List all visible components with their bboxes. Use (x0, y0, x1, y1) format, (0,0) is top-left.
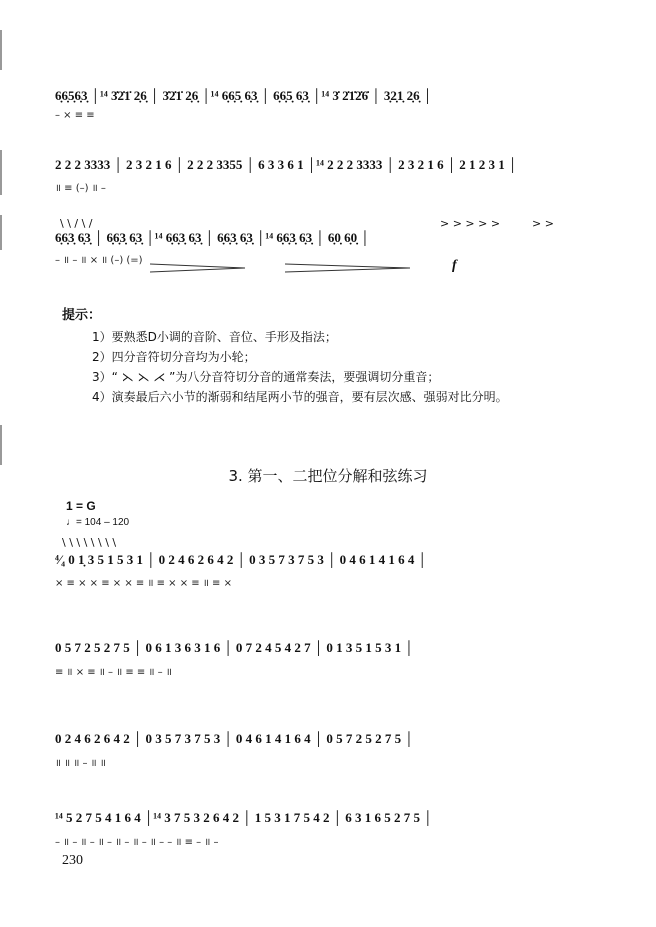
notation-line-1: 6̣6̣5̣6̣3̣ │¹⁴ 3̇2̇1̇ 2̣6̣ │ 3̇2̇1̇ 2̣6̣ │¹⁴ 6̣6̣5̣ 6̣3̣ │ 6̣6̣5̣ 6̣3̣ │¹⁴ 3̇ 2̇1̇2̇6̇ │ 3̣2̣1̣ 2̣6̣ │ (55, 88, 433, 103)
page-edge-mark (0, 150, 2, 195)
notation-line-2: 2 2 2 3333 │ 2 3 2 1 6 │ 2 2 2 3355 │ 6 3 3 6 1 │¹⁴ 2 2 2 3333 │ 2 3 2 1 6 │ 2 1 2 3 1 │ (55, 157, 518, 172)
decrescendo-hairpin (285, 263, 415, 273)
page-edge-mark (0, 215, 2, 250)
notation-marks-1: – × ≡ ≡ (55, 110, 95, 121)
page-edge-mark (0, 30, 2, 70)
section-title: 3. 第一、二把位分解和弦练习 (228, 467, 428, 485)
notation-line-3: 6̣6̣3̣ 6̣3̣ │ 6̣6̣3̣ 6̣3̣ │¹⁴ 6̣6̣3̣ 6̣3̣ │ 6̣6̣3̣ 6̣3̣ │¹⁴ 6̣6̣3̣ 6̣3̣ │ 6̣0̣ 6̣0̣ │ (55, 230, 370, 245)
exercise-marks-1: × ≡ × × ≡ × × ≡ ॥ ≡ × × ≡ ॥ ≡ × (55, 578, 232, 589)
notation-marks-3: – ॥ – ॥ × ॥ (–) (=) (55, 255, 143, 266)
exercise-line-4: ¹⁴ 5 2 7 5 4 1 6 4 │¹⁴ 3 7 5 3 2 6 4 2 │ 1 5 3 1 7 5 4 2 │ 6 3 1 6 5 2 7 5 │ (55, 810, 433, 825)
key-signature: 1 = G (66, 499, 96, 513)
tip-item: 2）四分音符切分音均为小轮； (92, 350, 256, 364)
exercise-line-2: 0 5 7 2 5 2 7 5 │ 0 6 1 3 6 3 1 6 │ 0 7 2 4 5 4 2 7 │ 0 1 3 5 1 5 3 1 │ (55, 640, 414, 655)
accent-marks-right: > > > > > (440, 217, 501, 230)
tips-heading: 提示： (62, 308, 102, 323)
tempo-marking: ♩= 104 – 120 (66, 517, 130, 528)
notation-marks-2: ॥ ≡ (–) ॥ – (55, 183, 106, 194)
exercise-marks-4: – ॥ – ॥ – ॥ – ॥ – ॥ – ॥ – – ॥ ≡ – ॥ – (55, 837, 219, 848)
exercise-marks-3: ॥ ॥ ॥ – ॥ ॥ (55, 758, 106, 769)
accent-marks-left: \ \ / \ / (60, 217, 93, 230)
decrescendo-hairpin (150, 263, 250, 273)
exercise-line-3: 0 2 4 6 2 6 4 2 │ 0 3 5 7 3 7 5 3 │ 0 4 6 1 4 1 6 4 │ 0 5 7 2 5 2 7 5 │ (55, 731, 414, 746)
accent-marks-bottom: \ \ \ \ \ \ \ \ (62, 536, 117, 549)
page-edge-mark (0, 425, 2, 465)
tip-item: 3）“ ⋋ ⋋ ⋌ ”为八分音符切分音的通常奏法，要强调切分重音； (92, 370, 440, 384)
accent-marks-end: > > (532, 217, 554, 230)
page-number: 230 (62, 853, 83, 868)
forte-marking: f (452, 258, 457, 273)
exercise-line-1: ⁴⁄₄ 0 1̣ 3 5 1 5 3 1 │ 0 2 4 6 2 6 4 2 │ 0 3 5 7 3 7 5 3 │ 0 4 6 1 4 1 6 4 │ (55, 552, 427, 567)
exercise-marks-2: ≡ ॥ × ≡ ॥ – ॥ ≡ ≡ ॥ – ॥ (55, 667, 172, 678)
tip-item: 4）演奏最后六小节的渐弱和结尾两小节的强音，要有层次感、强弱对比分明。 (92, 390, 508, 404)
tip-item: 1）要熟悉D小调的音阶、音位、手形及指法； (92, 330, 337, 344)
